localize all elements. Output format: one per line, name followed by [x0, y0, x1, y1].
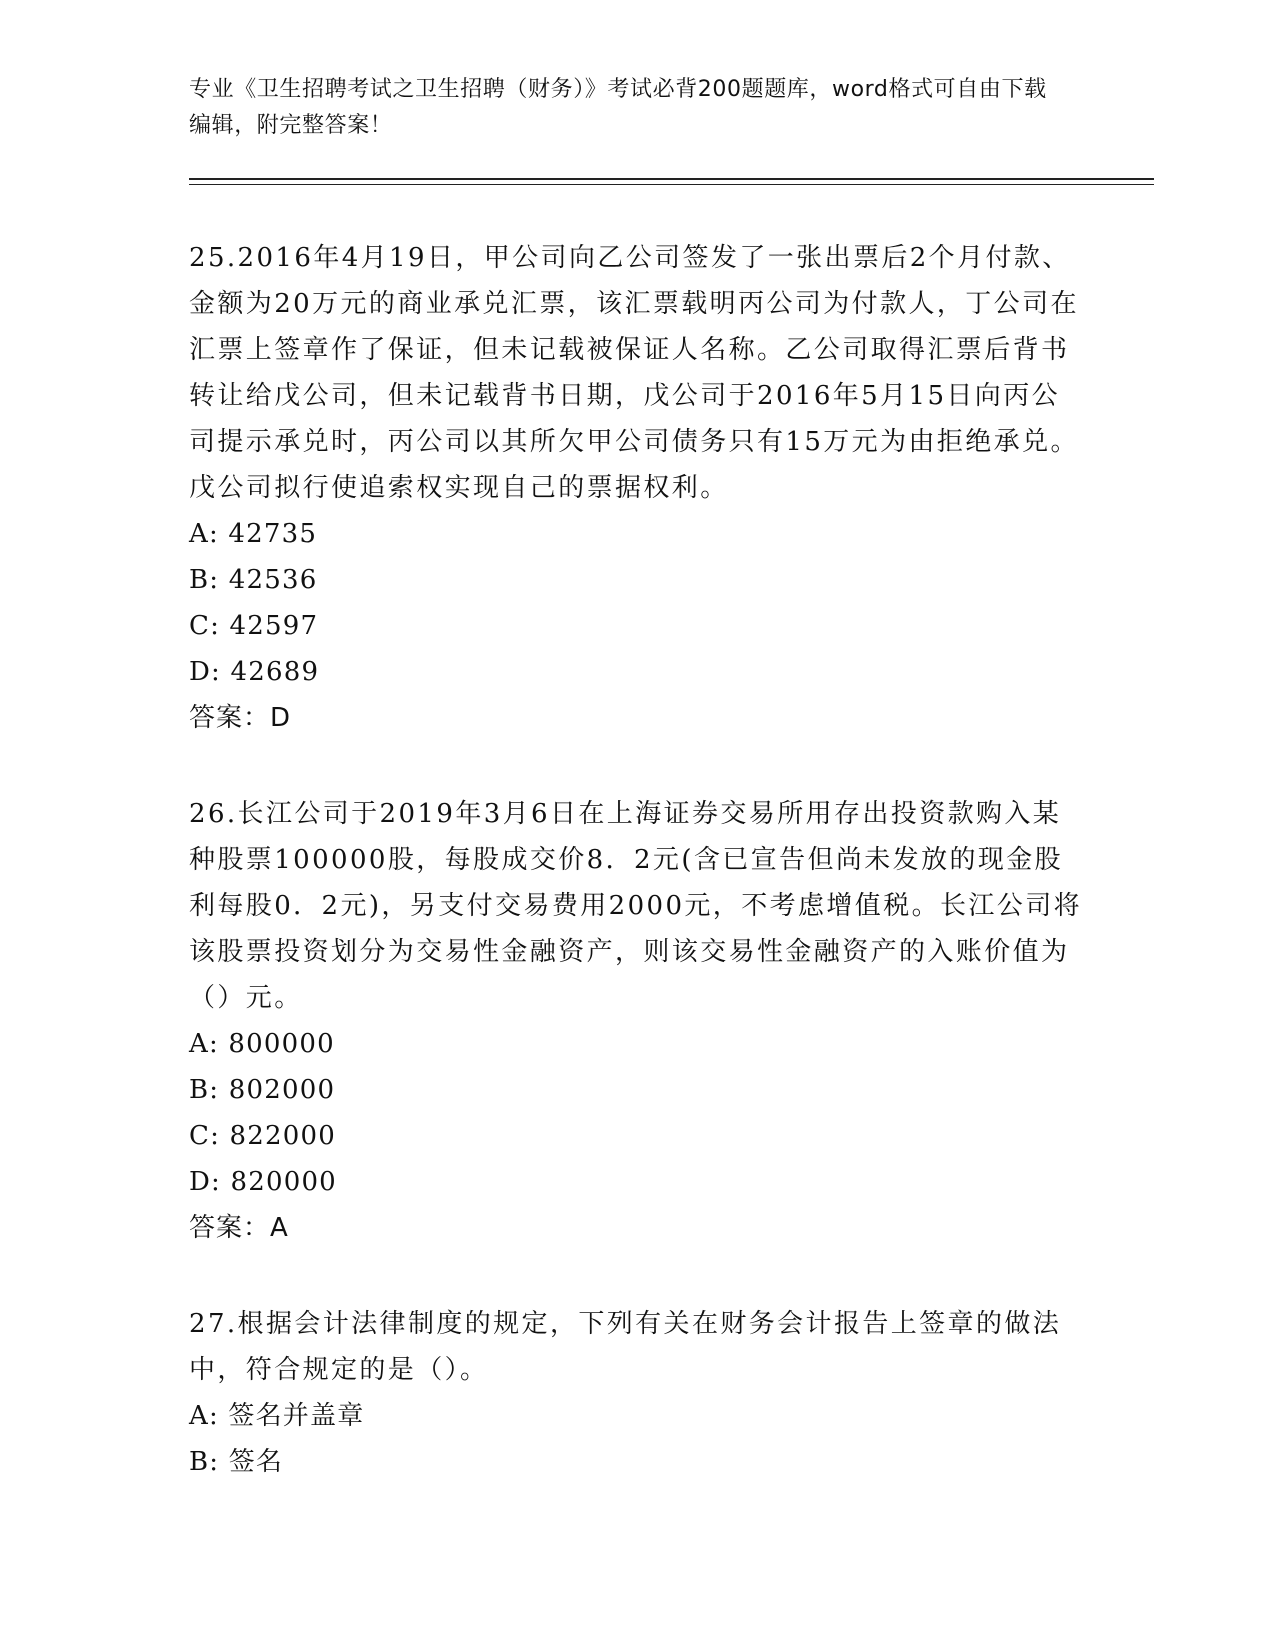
option-b: B: 802000 [189, 1075, 336, 1105]
question-list [189, 235, 1084, 1485]
option-a: A: 42735 [189, 519, 318, 549]
question-stem: 27.根据会计法律制度的规定，下列有关在财务会计报告上签章的做法中，符合规定的是（）。 [189, 1309, 1062, 1385]
page-header: 专业《卫生招聘考试之卫生招聘（财务）》考试必背200题题库，word格式可自由下载编辑，附完整答案！ [189, 77, 1047, 138]
header-rule-thick [189, 178, 1154, 180]
option-a: A: 800000 [189, 1029, 335, 1059]
option-d: D: 820000 [189, 1167, 337, 1197]
option-b: B: 42536 [189, 565, 318, 595]
option-a: A: 签名并盖章 [189, 1401, 365, 1431]
question-stem: 25.2016年4月19日，甲公司向乙公司签发了一张出票后2个月付款、金额为20万元的商业承兑汇票，该汇票载明丙公司为付款人，丁公司在汇票上签章作了保证，但未记载被保证人名称。乙公司取得汇票后背书转让给戊公司，但未记载背书日期，戊公司于2016年5月15日向丙公司提示承兑时，丙公司以其所欠甲公司债务只有15万元为由拒绝承兑。戊公司拟行使追索权实现自己的票据权利。 [189, 243, 1079, 503]
question-27 [189, 1301, 1084, 1485]
option-d: D: 42689 [189, 657, 320, 687]
question-26 [189, 791, 1084, 1251]
answer-line: 答案：D [189, 703, 292, 733]
option-b: B: 签名 [189, 1447, 284, 1477]
option-c: C: 42597 [189, 611, 319, 641]
question-spacer [189, 741, 1084, 791]
header-rule-thin [189, 184, 1154, 185]
question-25 [189, 235, 1084, 741]
question-spacer [189, 1251, 1084, 1301]
answer-line: 答案：A [189, 1213, 289, 1243]
question-stem: 26.长江公司于2019年3月6日在上海证券交易所用存出投资款购入某种股票100000股，每股成交价8．2元(含已宣告但尚未发放的现金股利每股0．2元)，另支付交易费用2000元，不考虑增值税。长江公司将该股票投资划分为交易性金融资产，则该交易性金融资产的入账价值为（）元。 [189, 799, 1082, 1013]
option-c: C: 822000 [189, 1121, 336, 1151]
